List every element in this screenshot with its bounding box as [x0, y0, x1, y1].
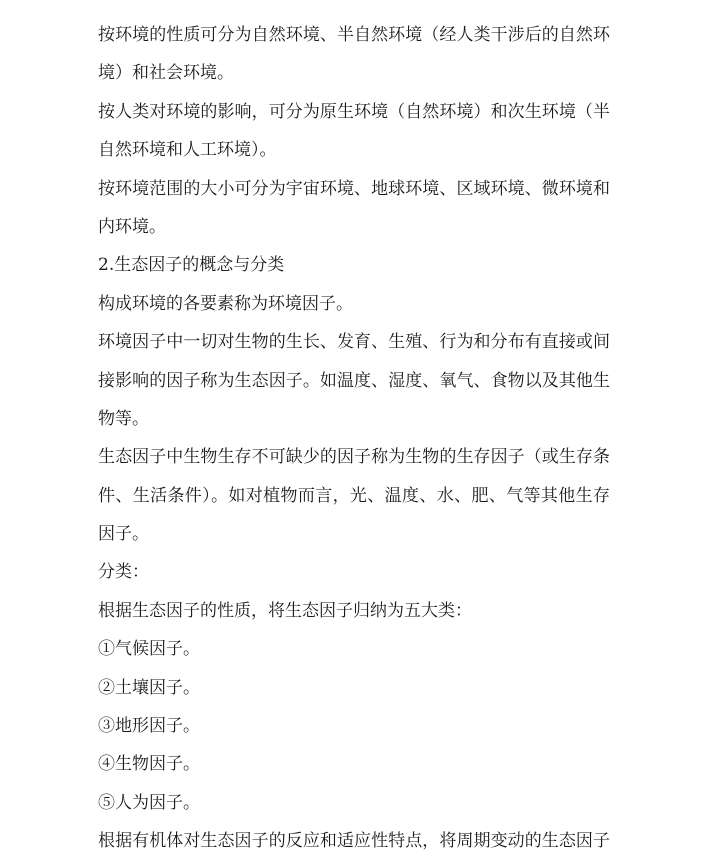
text-line: 件、生活条件）。如对植物而言，光、温度、水、肥、气等其他生存 [98, 485, 610, 506]
text-line: 按环境的性质可分为自然环境、半自然环境（经人类干涉后的自然环 [98, 25, 610, 45]
text-line: 境）和社会环境。 [98, 63, 234, 84]
list-item: ④生物因子。 [98, 754, 200, 775]
text-line: 根据生态因子的性质，将生态因子归纳为五大类： [98, 600, 472, 621]
text-line: 分类： [98, 562, 149, 583]
list-item: ⑤人为因子。 [98, 792, 200, 813]
section-heading: 2.生态因子的概念与分类 [98, 255, 285, 276]
text-line: 自然环境和人工环境）。 [98, 140, 277, 161]
text-line: 根据有机体对生态因子的反应和适应性特点，将周期变动的生态因子 [98, 831, 610, 852]
list-item: ①气候因子。 [98, 639, 200, 660]
text-line: 内环境。 [98, 216, 166, 237]
text-line: 物等。 [98, 408, 149, 429]
text-line: 按人类对环境的影响，可分为原生环境（自然环境）和次生环境（半 [98, 101, 610, 122]
list-item: ②土壤因子。 [98, 677, 200, 698]
document-page [98, 16, 610, 861]
list-item: ③地形因子。 [98, 716, 200, 737]
text-line: 构成环境的各要素称为环境因子。 [98, 293, 353, 314]
text-line: 按环境范围的大小可分为宇宙环境、地球环境、区域环境、微环境和 [98, 178, 610, 199]
text-line: 接影响的因子称为生态因子。如温度、湿度、氧气、食物以及其他生 [98, 370, 610, 391]
text-line: 环境因子中一切对生物的生长、发育、生殖、行为和分布有直接或间 [98, 332, 610, 353]
text-line: 因子。 [98, 524, 149, 545]
text-line: 生态因子中生物生存不可缺少的因子称为生物的生存因子（或生存条 [98, 447, 610, 468]
